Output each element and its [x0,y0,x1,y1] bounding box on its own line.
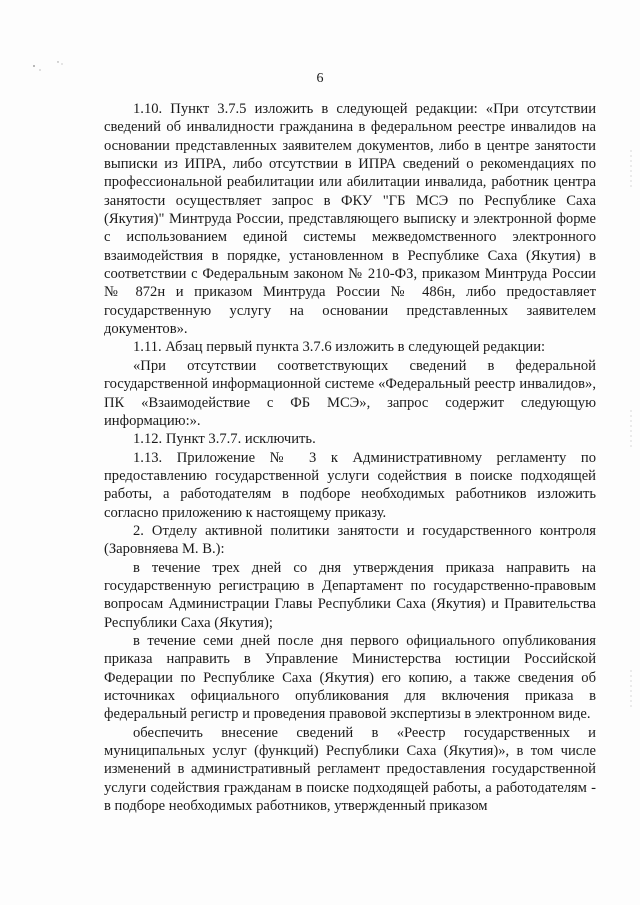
page-number: 6 [316,71,324,86]
paragraph-1-12: 1.12. Пункт 3.7.7. исключить. [133,431,316,448]
paragraph-2: 2. Отделу активной политики занятости и государственного контроля (Заровняева М. В.): [104,522,596,558]
paragraph-2-publication: в течение семи дней после дня первого официального опубликования приказа направить в Управление Министерства юстиции Российской Федерации по Республике Саха (Якутия) его копию, а также сведения об источниках официального опубликования для включения приказа в федеральный регистр и проведения правовой экспертизы в электронном виде. [104,632,596,723]
paragraph-1-11-quote: «При отсутствии соответствующих сведений в федеральной государственной информационной системе «Федеральный реестр инвалидов», ПК «Взаимодействие с ФБ МСЭ», запрос содержит следующую информацию:». [104,357,596,429]
paragraph-1-10: 1.10. Пункт 3.7.5 изложить в следующей редакции: «При отсутствии сведений об инвалидности гражданина в федеральном реестре инвалидов на основании представленных заявителем документов, либо в центре занятости выписки из ИПРА, либо отсутствии в ИПРА сведений о рекомендациях по профессиональной реабилитации или абилитации инвалида, работник центра занятости осуществляет запрос в ФКУ "ГБ МСЭ по Республике Саха (Якутия)" Минтруда России, представляющего выписку и электронной форме с использованием единой системы межведомственного электронного взаимодействия в порядке, установленном в Республике Саха (Якутия) в соответствии с Федеральным законом № 210-ФЗ, приказом Минтруда России № 872н и приказом Минтруда России № 486н, либо предоставляет государственную услугу на основании представленных заявителем документов». [104,101,596,338]
document-body [104,100,596,815]
paragraph-2-registration: в течение трех дней со дня утверждения приказа направить на государственную регистрацию в Департамент по государственно-правовым вопросам Администрации Главы Республики Саха (Якутия) и Правительства Республики Саха (Якутия); [104,559,596,631]
paragraph-1-13: 1.13. Приложение № 3 к Административному регламенту по предоставлению государственной услуги содействия в поиске подходящей работы, а работодателям в подборе необходимых работников изложить согласно приложению к настоящему приказу. [104,449,596,521]
scan-edge-marks [628,150,634,850]
paragraph-1-11: 1.11. Абзац первый пункта 3.7.6 изложить в следующей редакции: [133,339,546,356]
paragraph-2-registry: обеспечить внесение сведений в «Реестр государственных и муниципальных услуг (функций) Республики Саха (Якутия)», в том числе изменений в административный регламент предоставления государственной услуги содействия гражданам в поиске подходящей работы, а работодателям - в подборе необходимых работников, утвержденный приказом [104,724,596,815]
